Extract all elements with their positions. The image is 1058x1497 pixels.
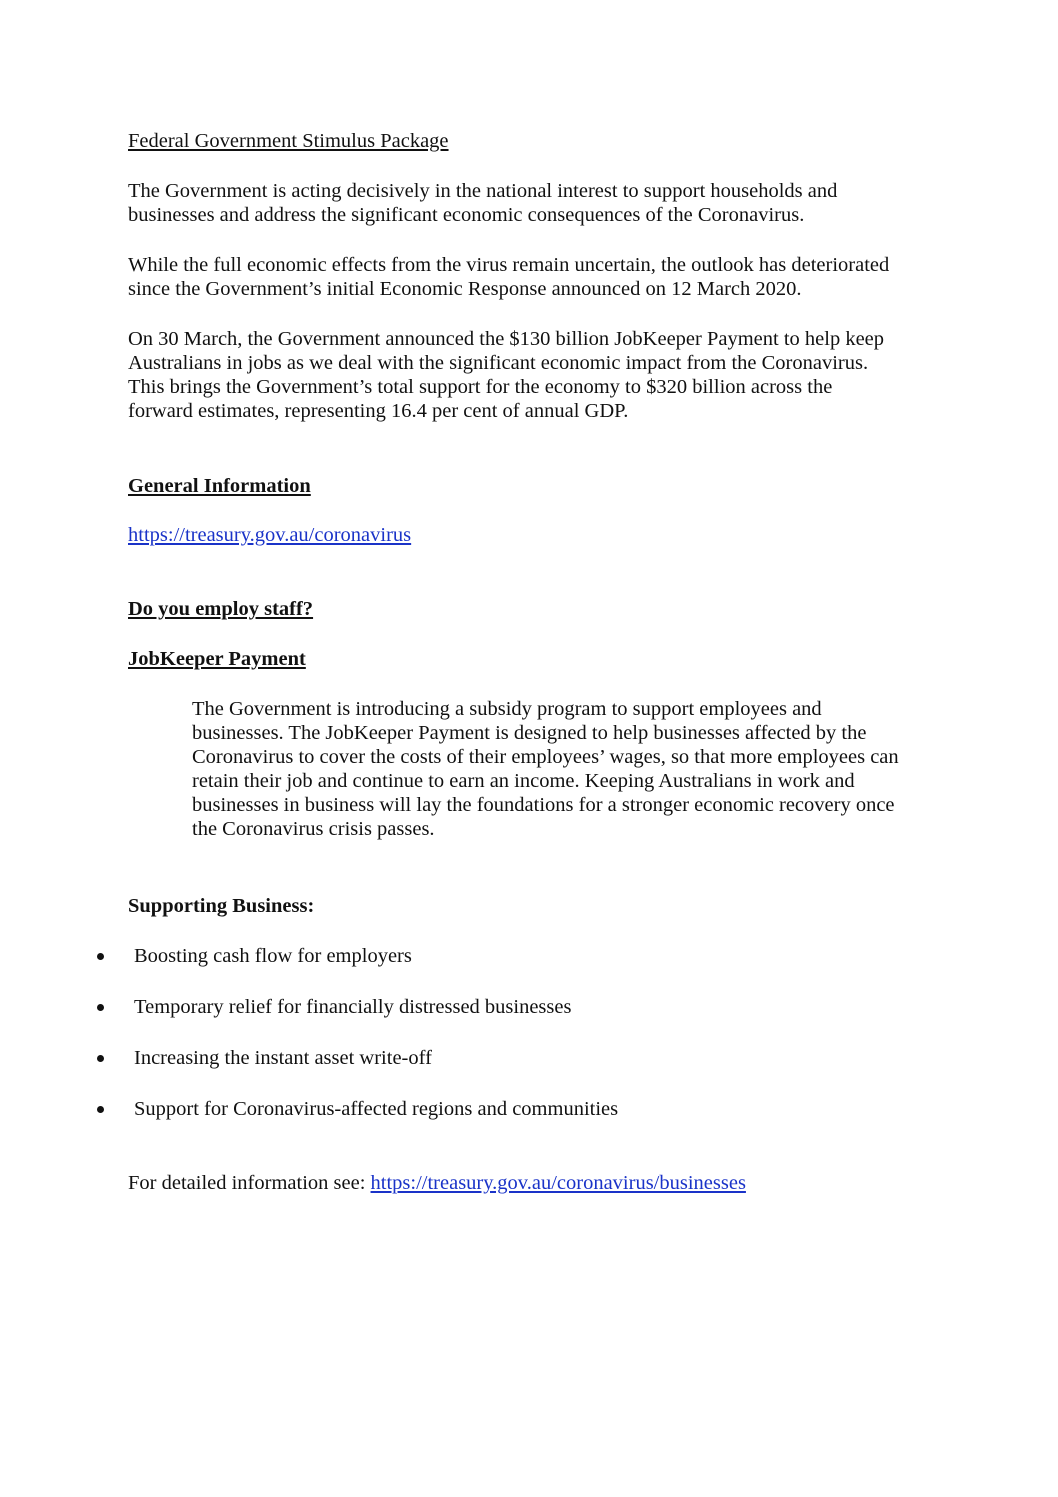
treasury-businesses-link[interactable]: https://treasury.gov.au/coronavirus/businesses: [370, 1172, 746, 1194]
paragraph-line: retain their job and continue to earn an income. Keeping Australians in work and: [192, 770, 855, 792]
list-item-text: Boosting cash flow for employers: [134, 945, 412, 967]
detailed-information-label: For detailed information see:: [128, 1172, 371, 1194]
jobkeeper-paragraph: [192, 697, 899, 841]
bullet-icon: [97, 1055, 104, 1062]
treasury-coronavirus-link[interactable]: https://treasury.gov.au/coronavirus: [128, 524, 412, 546]
paragraph-line: The Government is acting decisively in the national interest to support households and: [128, 180, 838, 202]
bullet-icon: [97, 1106, 104, 1113]
list-item-text: Increasing the instant asset write-off: [134, 1047, 432, 1069]
paragraph-line: the Coronavirus crisis passes.: [192, 818, 435, 840]
employ-staff-heading: Do you employ staff?: [128, 598, 314, 620]
intro-paragraph-2: [128, 253, 889, 301]
paragraph-line: Coronavirus to cover the costs of their employees’ wages, so that more employees can: [192, 746, 899, 768]
supporting-business-heading: Supporting Business:: [128, 895, 315, 917]
list-item-text: Support for Coronavirus-affected regions and communities: [134, 1098, 619, 1120]
intro-paragraph-1: [128, 179, 837, 227]
list-item-text: Temporary relief for financially distressed businesses: [134, 996, 572, 1018]
general-information-heading: General Information: [128, 475, 311, 497]
paragraph-line: businesses. The JobKeeper Payment is designed to help businesses affected by the: [192, 722, 867, 744]
detailed-information-line: [128, 1171, 746, 1195]
paragraph-line: This brings the Government’s total support for the economy to $320 billion across the: [128, 376, 833, 398]
list-item: [0, 995, 1058, 1021]
bullet-icon: [97, 953, 104, 960]
document-title: Federal Government Stimulus Package: [128, 130, 449, 152]
paragraph-line: businesses and address the significant economic consequences of the Coronavirus.: [128, 204, 805, 226]
bullet-icon: [97, 1004, 104, 1011]
paragraph-line: While the full economic effects from the virus remain uncertain, the outlook has deteriorated: [128, 254, 890, 276]
list-item: [0, 1097, 1058, 1123]
jobkeeper-heading: JobKeeper Payment: [128, 648, 306, 670]
list-item: [0, 944, 1058, 970]
paragraph-line: since the Government’s initial Economic Response announced on 12 March 2020.: [128, 278, 802, 300]
paragraph-line: The Government is introducing a subsidy program to support employees and: [192, 698, 822, 720]
paragraph-line: On 30 March, the Government announced the $130 billion JobKeeper Payment to help keep: [128, 328, 885, 350]
list-item: [0, 1046, 1058, 1072]
paragraph-line: businesses in business will lay the foundations for a stronger economic recovery once: [192, 794, 895, 816]
paragraph-line: Australians in jobs as we deal with the significant economic impact from the Coronavirus.: [128, 352, 869, 374]
paragraph-line: forward estimates, representing 16.4 per cent of annual GDP.: [128, 400, 629, 422]
intro-paragraph-3: [128, 327, 884, 423]
